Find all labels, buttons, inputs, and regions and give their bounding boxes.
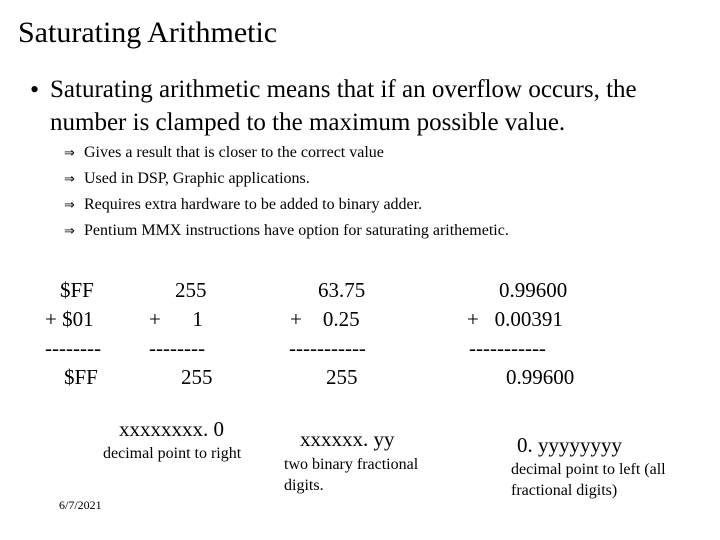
format-integer-caption: decimal point to right xyxy=(103,445,242,462)
slide-title: Saturating Arithmetic xyxy=(18,16,278,49)
sub-bullet-text: Requires extra hardware to be added to binary adder. xyxy=(84,196,423,213)
format-integer-pattern: xxxxxxxx. 0 xyxy=(119,417,224,441)
example-hex-divider: -------- xyxy=(45,336,101,360)
example-fixed-divider: ----------- xyxy=(289,336,366,360)
example-fraction-operand-b: + 0.00391 xyxy=(467,307,563,331)
implies-arrow-icon: ⇒ xyxy=(64,172,75,187)
example-hex-result: $FF xyxy=(64,365,98,389)
example-hex-operand-a: $FF xyxy=(60,278,94,302)
sub-bullet xyxy=(64,222,509,240)
implies-arrow-icon: ⇒ xyxy=(64,198,75,213)
slide-date: 6/7/2021 xyxy=(59,498,102,512)
format-fraction-caption: decimal point to left (all fractional digits) xyxy=(511,461,666,499)
implies-arrow-icon: ⇒ xyxy=(64,146,75,161)
example-unsigned-operand-a: 255 xyxy=(175,278,207,302)
format-fixed-caption: two binary fractional digits. xyxy=(284,456,419,494)
implies-arrow-icon: ⇒ xyxy=(64,224,75,239)
example-fraction-divider: ----------- xyxy=(469,336,546,360)
example-hex-operand-b: + $01 xyxy=(45,307,94,331)
bullet-marker: • xyxy=(30,75,40,104)
sub-bullet-text: Used in DSP, Graphic applications. xyxy=(84,170,310,187)
example-fixed-operand-a: 63.75 xyxy=(318,278,366,302)
sub-bullet xyxy=(64,144,384,162)
example-fraction-result: 0.99600 xyxy=(506,365,575,389)
sub-bullet xyxy=(64,196,422,214)
example-fixed-result: 255 xyxy=(326,365,358,389)
sub-bullet-text: Pentium MMX instructions have option for saturating arithemetic. xyxy=(84,222,509,239)
sub-bullet xyxy=(64,170,310,188)
sub-bullet-text: Gives a result that is closer to the correct value xyxy=(84,144,384,161)
example-unsigned-operand-b: + 1 xyxy=(149,307,203,331)
example-fraction-operand-a: 0.99600 xyxy=(499,278,568,302)
example-unsigned-divider: -------- xyxy=(149,336,205,360)
example-unsigned-result: 255 xyxy=(181,365,213,389)
example-fixed-operand-b: + 0.25 xyxy=(290,307,360,331)
format-fixed-pattern: xxxxxx. yy xyxy=(300,427,395,451)
format-fraction-pattern: 0. yyyyyyyy xyxy=(517,433,622,457)
main-bullet-text: Saturating arithmetic means that if an overflow occurs, the number is clamped to the maximum possible value. xyxy=(50,76,637,136)
